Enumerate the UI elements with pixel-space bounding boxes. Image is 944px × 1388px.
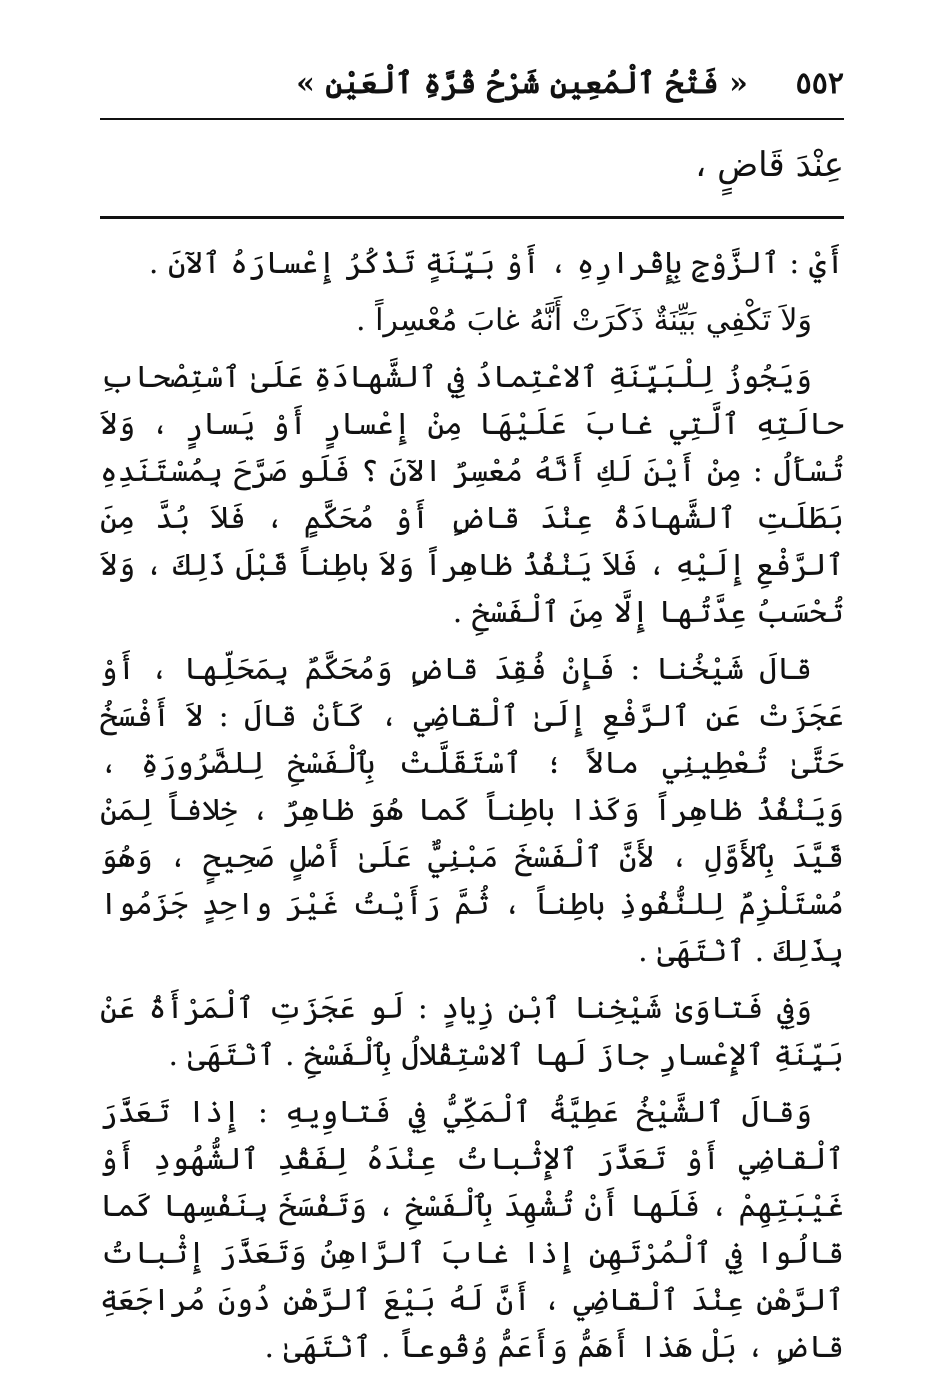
paragraph: وَلاَ تَكْفِي بَيِّنَةٌ ذَكَرَتْ أَنَّهُ غابَ مُعْسِراً . <box>356 303 812 338</box>
paragraph: وَفِي فَتاوَىٰ شَيْخِنا ٱبْنِ زِيادٍ : لَو عَجَزَتِ ٱلْمَرْأَةُ عَنْ بَيِّنَةِ ٱلإِعْسارِ جازَ لَها ٱلاسْتِقْلالُ بِٱلْفَسْخِ . ٱنْتَهَىٰ . <box>100 991 844 1073</box>
header-divider <box>100 118 844 120</box>
page-header <box>100 58 844 114</box>
commentary-body <box>100 240 844 1381</box>
matn-divider <box>100 216 844 219</box>
paragraph: وَقالَ ٱلشَّيْخُ عَطِيَّةُ ٱلْمَكِّيُّ فِي فَتاوِيهِ : إِذا تَعَذَّرَ ٱلْقاضِي أَوْ تَعَذَّرَ ٱلإِثْباتُ عِنْدَهُ لِفَقْدِ ٱلشُّهُودِ أَوْ غَيْبَتِهِمْ ، فَلَها أَنْ تُشْهِدَ بِٱلْفَسْخِ ، وَتَفْسَخَ بِنَفْسِها كَما قالُوا فِي ٱلْمُرْتَهِنِ إِذا غابَ ٱلرَّاهِنُ وَتَعَذَّرَ إِثْباتُ ٱلرَّهْنِ عِنْدَ ٱلْقاضِي ، أَنَّ لَهُ بَيْعَ ٱلرَّهْنِ دُونَ مُراجَعَةِ قاضٍ ، بَلْ هَذا أَهَمُّ وَأَعَمُّ وُقُوعاً . ٱنْتَهَىٰ . <box>100 1095 844 1365</box>
running-title: « فَتْحُ ٱلْمُعِينِ شَرْحُ قُرَّةِ ٱلْعَيْنِ » <box>296 66 748 101</box>
paragraph: أَيْ : ٱلزَّوْجِ بِإِقْرارِهِ ، أَوْ بَيِّنَةٍ تَذْكُرُ إِعْسارَهُ ٱلآنَ . <box>148 246 844 281</box>
paragraph: وَيَجُوزُ لِلْبَيِّنَةِ ٱلاعْتِمادُ فِي ٱلشَّهادَةِ عَلَىٰ ٱسْتِصْحابِ حالَتِهِ ٱلَّتِي غابَ عَلَيْهَا مِنْ إِعْسارٍ أَوْ يَسارٍ ، وَلاَ تُسْأَلُ : مِنْ أَيْنَ لَكِ أَنَّهُ مُعْسِرٌ الآنَ ؟ فَلَو صَرَّحَ بِمُسْتَنَدِهِ بَطَلَتِ ٱلشَّهادَةُ عِنْدَ قاضٍ أَوْ مُحَكَّمٍ ، فَلاَ بُدَّ مِنَ ٱلرَّفْعِ إِلَيْهِ ، فَلاَ يَنْفُذُ ظاهِراً وَلاَ باطِناً قَبْلَ ذَلِكَ ، وَلاَ تُحْسَبُ عِدَّتُها إِلَّا مِنَ ٱلْفَسْخِ . <box>100 360 844 630</box>
matn-text: عِنْدَ قَاضٍ ، <box>695 145 844 185</box>
paragraph: قالَ شَيْخُنا : فَإِنْ فُقِدَ قاضٍ وَمُحَكَّمٌ بِمَحَلِّها ، أَوْ عَجَزَتْ عَنِ ٱلرَّفْعِ إِلَىٰ ٱلْقاضِي ، كَأَنْ قالَ : لاَ أَفْسَخُ حَتَّىٰ تُعْطِينِي مالاً ؛ ٱسْتَقَلَّتْ بِٱلْفَسْخِ لِلضَّرُورَةِ ، وَيَنْفُذُ ظاهِراً وَكَذا باطِناً كَما هُوَ ظاهِرٌ ، خِلافاً لِمَنْ قَيَّدَ بِٱلأَوَّلِ ، لأَنَّ ٱلْفَسْخَ مَبْنِيٌّ عَلَىٰ أَصْلٍ صَحِيحٍ ، وَهُوَ مُسْتَلْزِمٌ لِلنُّفُوذِ باطِناً ، ثُمَّ رَأَيْتُ غَيْرَ واحِدٍ جَزَمُوا بِذَلِكَ . ٱنْتَهَىٰ . <box>100 652 844 969</box>
page-number: ٥٥٢ <box>795 66 844 101</box>
